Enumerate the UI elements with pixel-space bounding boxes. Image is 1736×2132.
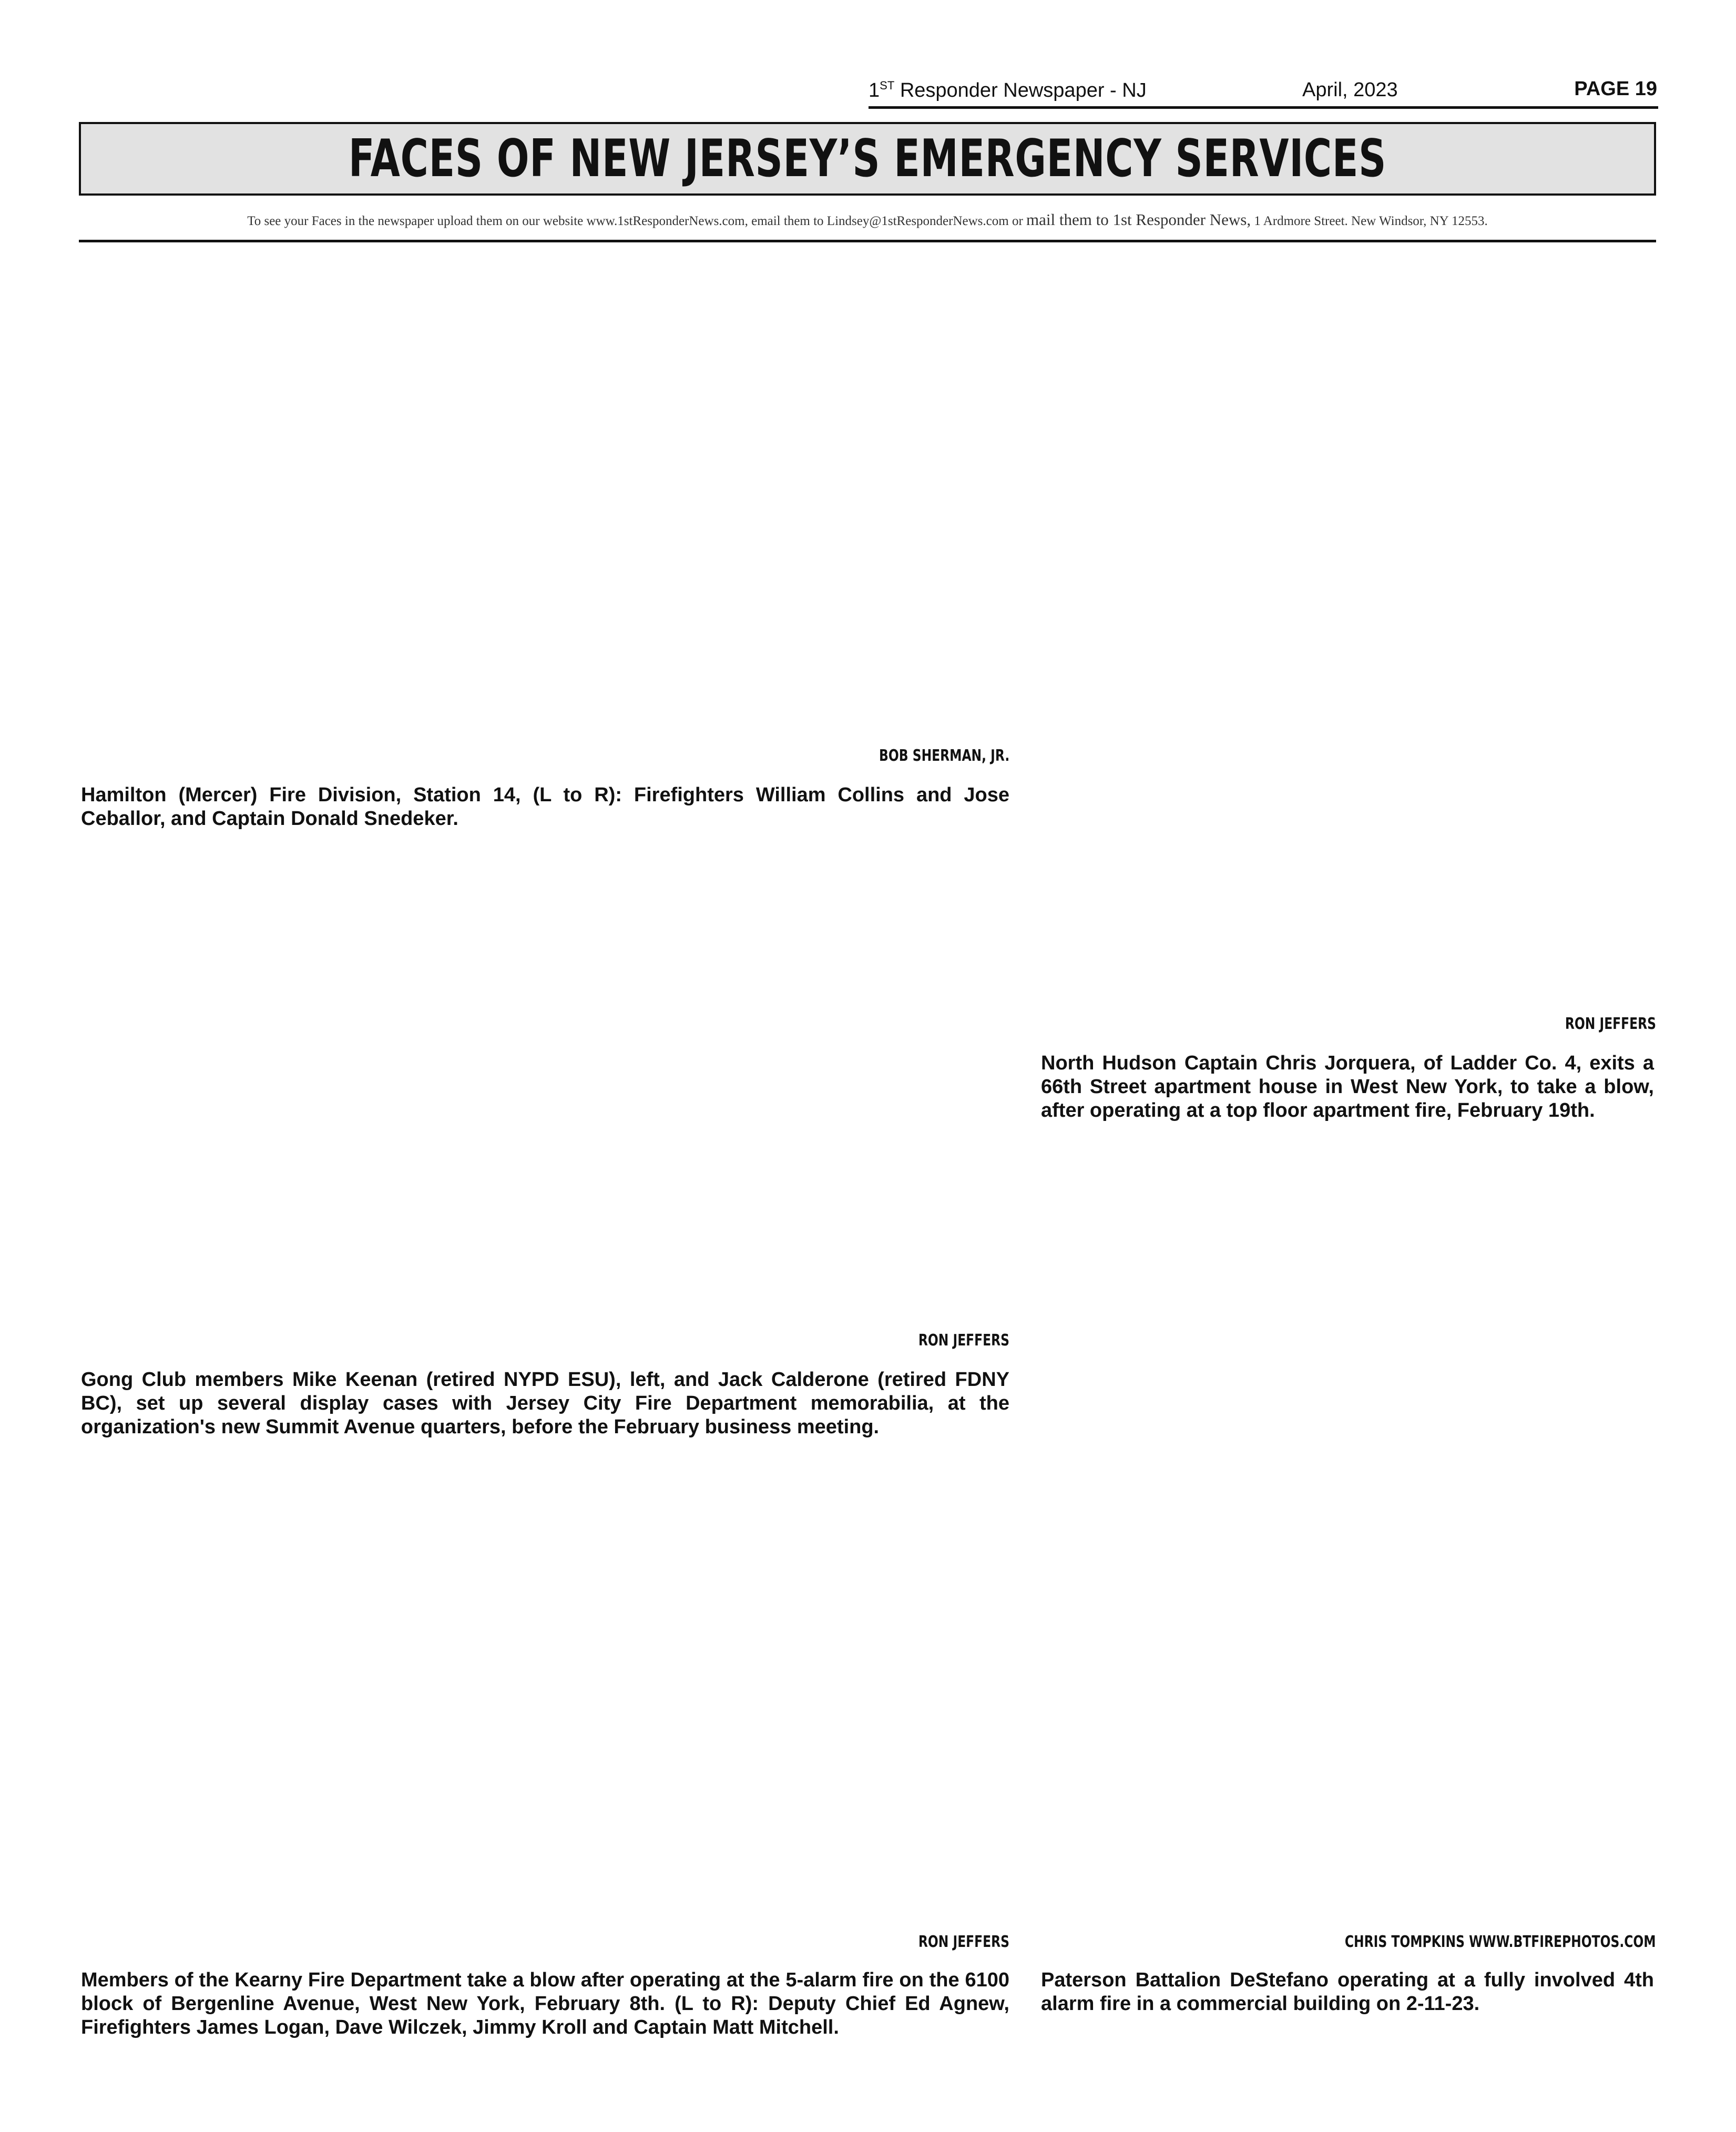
photo-caption: Hamilton (Mercer) Fire Division, Station 14, (L to R): Firefighters William Collins and Jose Ceballor, and Captain Donald Snedeker.: [81, 784, 1009, 830]
photo-hamilton-station-14: [79, 252, 1010, 736]
page-number: PAGE 19: [1574, 78, 1657, 100]
photo-kearny-fire-department: [79, 1451, 1010, 1924]
instructions-text-2: mail them to 1st Responder News,: [1026, 210, 1251, 229]
photo-gong-club-members: [79, 846, 1010, 1325]
photo-caption: Gong Club members Mike Keenan (retired NYPD ESU), left, and Jack Calderone (retired FDNY BC), set up several display cases with Jersey City Fire Department memorabilia, at the organization's new Summit Avenue quarters, before the February business meeting.: [81, 1369, 1009, 1438]
instructions-text-1: To see your Faces in the newspaper upload them on our website www.1stResponderNews.com, email them to Lindsey@1stResponderNews.com or: [247, 214, 1027, 228]
section-title: FACES OF NEW JERSEY’S EMERGENCY SERVICES: [348, 129, 1387, 189]
photo-caption: Members of the Kearny Fire Department take a blow after operating at the 5-alarm fire on the 6100 block of Bergenline Avenue, West New York, February 8th. (L to R): Deputy Chief Ed Agnew, Firefighters James Logan, Dave Wilczek, Jimmy Kroll and Captain Matt Mitchell.: [81, 1969, 1009, 2038]
instructions-text-3: 1 Ardmore Street. New Windsor, NY 12553.: [1251, 214, 1488, 228]
newspaper-name-rest: Responder Newspaper - NJ: [894, 79, 1147, 101]
photo-credit: BOB SHERMAN, JR.: [879, 747, 1009, 765]
newspaper-name-superscript: ST: [880, 79, 895, 92]
section-banner: [79, 122, 1656, 196]
photo-credit: CHRIS TOMPKINS WWW.BTFIREPHOTOS.COM: [1345, 1933, 1656, 1951]
photo-caption: Paterson Battalion DeStefano operating at a fully involved 4th alarm fire in a commercial building on 2-11-23.: [1041, 1969, 1654, 2015]
photo-credit: RON JEFFERS: [1565, 1015, 1656, 1033]
photo-credit: RON JEFFERS: [918, 1933, 1009, 1951]
photo-north-hudson-captain: [1040, 252, 1656, 1012]
photo-paterson-fire: [1040, 1136, 1656, 1924]
submission-instructions: [79, 210, 1656, 229]
newspaper-name: [869, 79, 1147, 102]
header-divider: [79, 240, 1656, 242]
issue-date: April, 2023: [1302, 79, 1398, 101]
running-header: [869, 78, 1658, 109]
photo-caption: North Hudson Captain Chris Jorquera, of Ladder Co. 4, exits a 66th Street apartment house in West New York, to take a blow, after operating at a top floor apartment fire, February 19th.: [1041, 1052, 1654, 1121]
newspaper-name-prefix: 1: [869, 79, 880, 101]
photo-credit: RON JEFFERS: [918, 1331, 1009, 1350]
